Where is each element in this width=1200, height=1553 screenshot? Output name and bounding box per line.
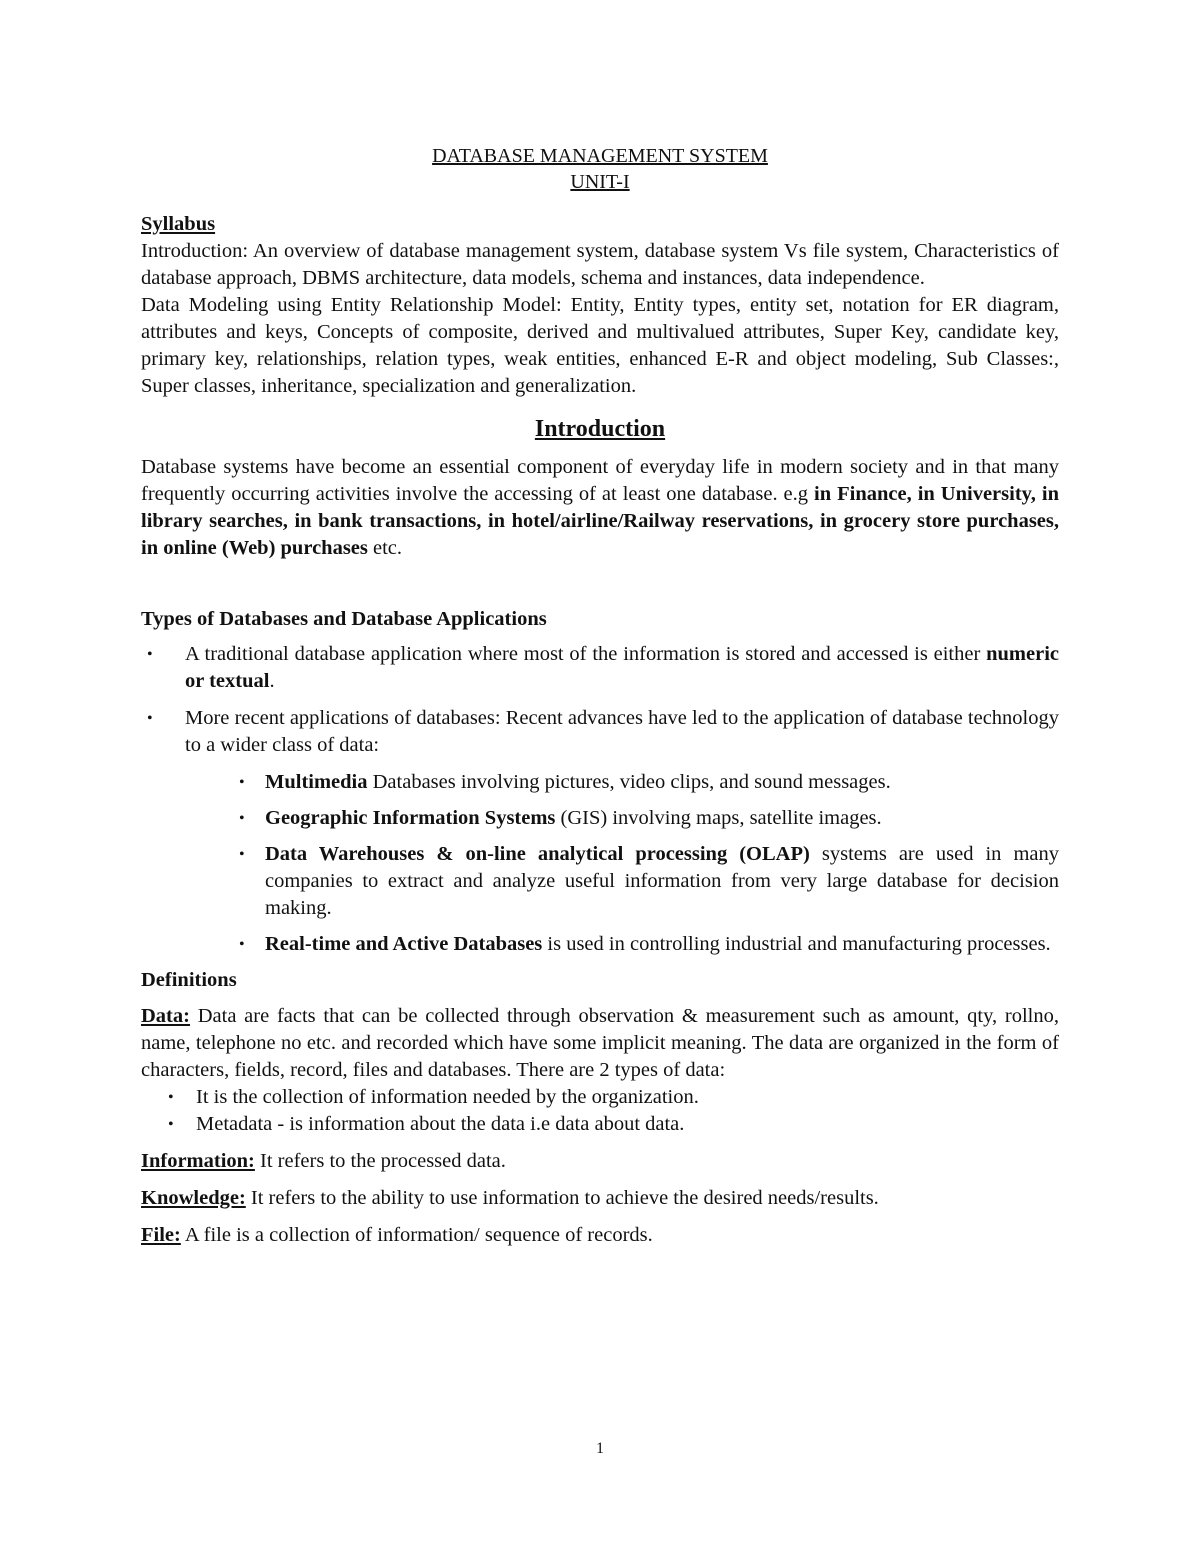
definition-text-knowledge: It refers to the ability to use information to achieve the desired needs/results. <box>245 1187 879 1209</box>
sub-item-text: systems are used in many companies to extract and analyze useful information from very large database for decision making. <box>265 843 1060 919</box>
types-bullet1-end: . <box>269 670 275 692</box>
list-item <box>221 769 1059 796</box>
definition-term-information: Information: <box>141 1150 255 1172</box>
recent-applications-list <box>221 769 1059 958</box>
introduction-heading: Introduction <box>534 416 666 442</box>
definition-data <box>141 1003 1059 1084</box>
page-content <box>141 143 1059 1249</box>
syllabus-paragraph-intro: Introduction: An overview of database management system, database system Vs file system, Characteristics of database approach, DBMS architecture, data models, schema and instances, data independence. <box>141 240 1059 289</box>
list-item <box>221 931 1059 958</box>
introduction-paragraph <box>141 454 1059 562</box>
definition-file <box>141 1222 1059 1249</box>
definition-term-data: Data: <box>141 1005 190 1027</box>
list-item <box>141 641 1059 695</box>
types-heading: Types of Databases and Database Applications <box>141 608 547 630</box>
page-number: 1 <box>596 1440 604 1457</box>
definition-term-knowledge: Knowledge: <box>141 1187 246 1209</box>
introduction-text-bold: in Finance, in University, in library searches, in bank transactions, in hotel/airline/Railway reservations, in grocery store purchases, in online (Web) purchases <box>141 483 1059 559</box>
sub-item-bold: Real-time and Active Databases <box>265 933 543 955</box>
sub-item-text: is used in controlling industrial and manufacturing processes. <box>542 933 1051 955</box>
list-item <box>221 841 1059 922</box>
types-bullet2: More recent applications of databases: Recent advances have led to the application of database technology to a wider class of data: <box>185 707 1059 756</box>
unit-label: UNIT-I <box>570 171 630 193</box>
list-item <box>221 805 1059 832</box>
sub-item-bold: Geographic Information Systems <box>265 807 556 829</box>
definition-text-data: Data are facts that can be collected through observation & measurement such as amount, qty, rollno, name, telephone no etc. and recorded which have some implicit meaning. The data are organized in the form of characters, fields, record, files and databases. There are 2 types of data: <box>141 1005 1059 1081</box>
document-title: DATABASE MANAGEMENT SYSTEM <box>432 145 768 167</box>
definition-text-information: It refers to the processed data. <box>254 1150 506 1172</box>
data-types-list <box>141 1084 1059 1138</box>
definition-text-file: A file is a collection of information/ sequence of records. <box>180 1224 653 1246</box>
sub-item-bold: Data Warehouses & on-line analytical processing (OLAP) <box>265 843 810 865</box>
list-item: • Metadata - is information about the data i.e data about data. <box>141 1111 1059 1138</box>
syllabus-paragraph-er: Data Modeling using Entity Relationship Model: Entity, Entity types, entity set, notation for ER diagram, attributes and keys, Concepts of composite, derived and multivalued attributes, Super Key, candidate key, primary key, relationships, relation types, weak entities, enhanced E-R and object modeling, Sub Classes:, Super classes, inheritance, specialization and generalization. <box>141 294 1059 397</box>
sub-item-text: Databases involving pictures, video clips, and sound messages. <box>367 771 891 793</box>
types-bullet1-start: A traditional database application where most of the information is stored and accessed is either <box>185 643 987 665</box>
sub-item-text: (GIS) involving maps, satellite images. <box>555 807 882 829</box>
definitions-heading: Definitions <box>141 969 237 991</box>
introduction-text-end: etc. <box>367 537 403 559</box>
list-item <box>141 705 1059 759</box>
definition-term-file: File: <box>141 1224 181 1246</box>
types-list <box>141 641 1059 759</box>
definition-knowledge <box>141 1185 1059 1212</box>
syllabus-heading: Syllabus <box>141 213 216 235</box>
list-item: • It is the collection of information needed by the organization. <box>141 1084 1059 1111</box>
introduction-text-start: Database systems have become an essential component of everyday life in modern society and in that many frequently occurring activities involve the accessing of at least one database. e.g <box>141 456 1059 505</box>
types-bullet1-bold: numeric or textual <box>185 643 1059 692</box>
sub-item-bold: Multimedia <box>265 771 368 793</box>
definition-information <box>141 1148 1059 1175</box>
